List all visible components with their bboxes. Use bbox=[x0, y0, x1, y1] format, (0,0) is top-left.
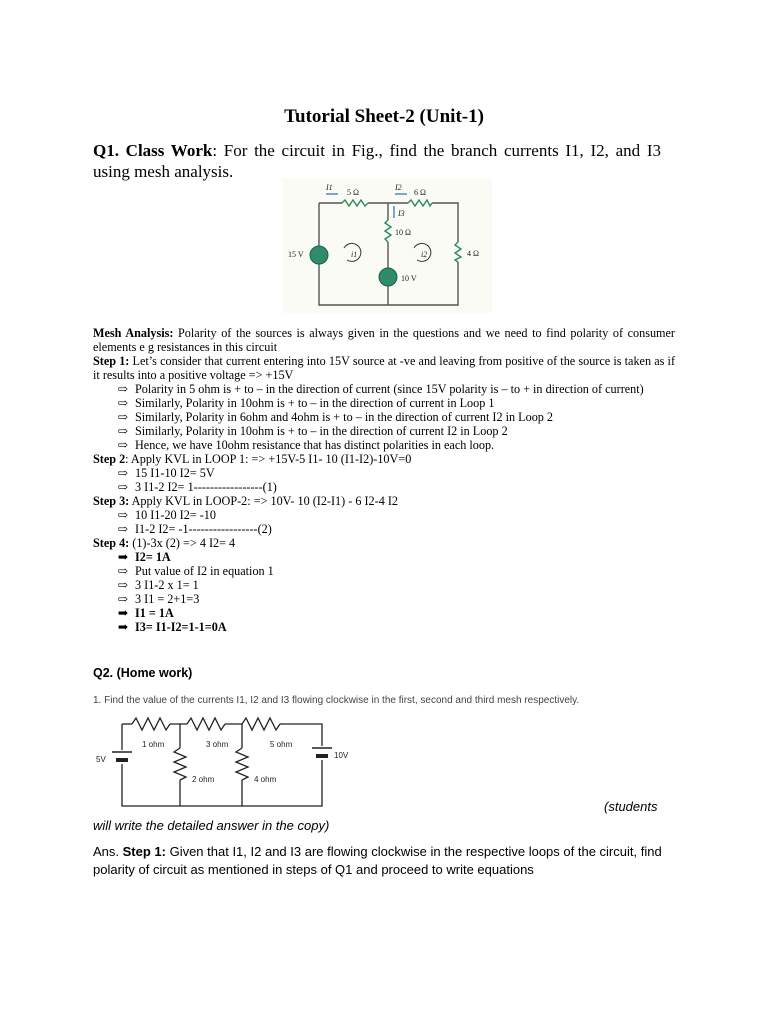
step1-item: ⇨ Polarity in 5 ohm is + to – in the direction of current (since 15V polarity is – to + in direction of current) bbox=[117, 382, 644, 396]
step4-item: ➡ I2= 1A bbox=[117, 550, 171, 564]
step2 bbox=[93, 452, 675, 466]
step4-item: ⇨ Put value of I2 in equation 1 bbox=[117, 564, 274, 578]
step4 bbox=[93, 536, 675, 550]
page-title: Tutorial Sheet-2 (Unit-1) bbox=[284, 106, 484, 127]
step4-item: ⇨ 3 I1-2 x 1= 1 bbox=[117, 578, 199, 592]
step3 bbox=[93, 494, 675, 508]
step4-item: ➡ I3= I1-I2=1-1=0A bbox=[117, 620, 227, 634]
step1-item: ⇨ Similarly, Polarity in 10ohm is + to – in the direction of current in Loop 1 bbox=[117, 396, 495, 410]
fig2-label-1ohm: 1 ohm bbox=[142, 740, 165, 749]
q2-question: 1. Find the value of the currents I1, I2 and I3 flowing clockwise in the first, second and third mesh respectively. bbox=[93, 695, 580, 706]
step4-item: ➡ I1 = 1A bbox=[117, 606, 174, 620]
mesh-heading: Mesh Analysis: bbox=[93, 326, 174, 340]
fig2-label-5ohm: 5 ohm bbox=[270, 740, 293, 749]
fig1-label-5ohm: 5 Ω bbox=[347, 188, 359, 197]
fig1-label-10ohm: 10 Ω bbox=[395, 228, 411, 237]
step1-item: ⇨ Similarly, Polarity in 10ohm is + to – in the direction of current I2 in Loop 2 bbox=[117, 424, 508, 438]
step4-item: ⇨ 3 I1 = 2+1=3 bbox=[117, 592, 200, 606]
fig2-label-5v: 5V bbox=[96, 755, 106, 764]
step2-item: ⇨ 3 I1-2 I2= 1-----------------(1) bbox=[117, 480, 277, 494]
step3-text: Apply KVL in LOOP-2: => 10V- 10 (I2-I1) - 6 I2-4 I2 bbox=[129, 494, 398, 508]
step1 bbox=[93, 354, 675, 382]
fig1-label-I1: I1 bbox=[326, 183, 333, 192]
ans-label: Ans. bbox=[93, 844, 123, 859]
fig1-label-4ohm: 4 Ω bbox=[467, 249, 479, 258]
mesh-intro-text: Polarity of the sources is always given in the questions and we need to find polarity of consumer elements e g resistances in this circuit bbox=[93, 326, 675, 354]
q1-question bbox=[93, 140, 661, 182]
fig1-label-10v: 10 V bbox=[401, 274, 417, 283]
step2-text: : Apply KVL in LOOP 1: => +15V-5 I1- 10 (I1-I2)-10V=0 bbox=[125, 452, 412, 466]
mesh-intro bbox=[93, 326, 675, 354]
step1-text: Let’s consider that current entering into 15V source at -ve and leaving from positive of the source is taken as if it results into a positive voltage => +15V bbox=[93, 354, 675, 382]
q2-heading: Q2. (Home work) bbox=[93, 666, 193, 680]
students-note-a: (students bbox=[604, 799, 658, 814]
step1-item: ⇨ Hence, we have 10ohm resistance that has distinct polarities in each loop. bbox=[117, 438, 495, 452]
step4-label: Step 4: bbox=[93, 536, 130, 550]
step3-item: ⇨ I1-2 I2= -1-----------------(2) bbox=[117, 522, 272, 536]
fig2-label-3ohm: 3 ohm bbox=[206, 740, 229, 749]
step3-item: ⇨ 10 I1-20 I2= -10 bbox=[117, 508, 216, 522]
fig1-label-6ohm: 6 Ω bbox=[414, 188, 426, 197]
students-note-b: will write the detailed answer in the copy) bbox=[93, 818, 330, 833]
fig1-label-I2: I2 bbox=[395, 183, 402, 192]
fig1-label-i1: i1 bbox=[351, 250, 358, 259]
step1-item: ⇨ Similarly, Polarity in 6ohm and 4ohm is + to – in the direction of current I2 in Loop 2 bbox=[117, 410, 554, 424]
fig1-label-i2: i2 bbox=[421, 250, 428, 259]
q2-circuit-figure bbox=[92, 710, 352, 810]
q1-label: Q1. Class Work bbox=[93, 141, 213, 160]
step1-label: Step 1: bbox=[93, 354, 130, 368]
fig1-label-15v: 15 V bbox=[288, 250, 304, 259]
fig2-label-2ohm: 2 ohm bbox=[192, 775, 215, 784]
voltage-source-10v bbox=[379, 268, 397, 286]
voltage-source-15v bbox=[310, 246, 328, 264]
fig2-label-4ohm: 4 ohm bbox=[254, 775, 277, 784]
mesh-analysis-section bbox=[93, 326, 675, 634]
q1-circuit-figure bbox=[282, 178, 492, 313]
step3-label: Step 3: bbox=[93, 494, 130, 508]
answer-paragraph bbox=[93, 843, 673, 879]
ans-step: Step 1: bbox=[122, 844, 166, 859]
fig2-label-10v: 10V bbox=[334, 751, 349, 760]
q1-text: : For the circuit in Fig., find the branch currents I1, I2, and I3 using mesh analysis. bbox=[93, 141, 661, 181]
fig1-label-I3: I3 bbox=[398, 209, 405, 218]
step2-label: Step 2 bbox=[93, 452, 126, 466]
step2-item: ⇨ 15 I1-10 I2= 5V bbox=[117, 466, 215, 480]
ans-text: Given that I1, I2 and I3 are flowing clockwise in the respective loops of the circuit, find polarity of circuit as mentioned in steps of Q1 and proceed to write equations bbox=[93, 844, 662, 877]
step4-text: (1)-3x (2) => 4 I2= 4 bbox=[129, 536, 236, 550]
